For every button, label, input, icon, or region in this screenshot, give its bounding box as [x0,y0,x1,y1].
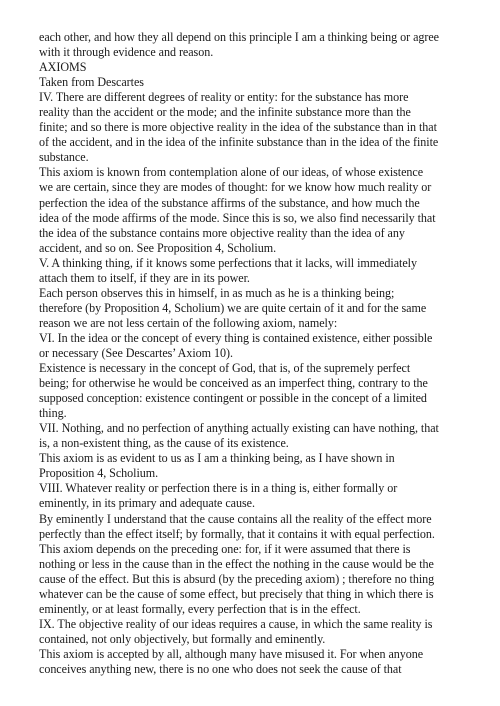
text-line: each other, and how they all depend on this principle I am a thinking being or agree [39,30,439,44]
text-line: Existence is necessary in the concept of God, that is, of the supremely perfect [39,361,411,376]
text-line: we are certain, since they are modes of thought: for we know how much reality or [39,180,432,195]
text-line: being; for otherwise he would be conceived as an imperfect thing, contrary to the [39,376,428,391]
text-line: By eminently I understand that the cause contains all the reality of the effect more [39,511,432,526]
text-line: This axiom is as evident to us as I am a thinking being, as I have shown in [39,451,395,466]
axiom-iv-line: IV. There are different degrees of reality or entity: for the substance has more [39,90,409,105]
text-line: reason we are not less certain of the following axiom, namely: [39,315,338,330]
section-heading: AXIOMS [39,60,87,75]
text-line: therefore (by Proposition 4, Scholium) we are quite certain of it and for the same [39,300,427,315]
text-line: idea of the mode affirms of the mode. Since this is so, we also find necessarily that [39,210,436,225]
section-subheading: Taken from Descartes [39,75,144,90]
axiom-vii-line: VII. Nothing, and no perfection of anything actually existing can have nothing, that [39,421,439,436]
axiom-ix-line: IX. The objective reality of our ideas requires a cause, in which the same reality is [39,616,433,631]
text-line: accident, and so on. See Proposition 4, Scholium. [39,240,277,255]
text-line: conceives anything new, there is no one who does not seek the cause of that [39,661,402,676]
text-line: substance. [39,150,89,165]
text-line: with it through evidence and reason. [39,45,214,60]
text-line: perfectly than the effect itself; by formally, that it contains it with equal perfection. [39,526,435,541]
text-line: reality than the accident or the mode; and the infinite substance more than the [39,105,411,120]
text-line: contained, not only objectively, but formally and eminently. [39,631,326,646]
text-line: of the accident, and in the idea of the infinite substance than in the idea of the finite [39,135,439,150]
axiom-vi-line: VI. In the idea or the concept of every thing is contained existence, either possible [39,330,433,345]
text-line: whatever can be the cause of some effect, but precisely that thing in which there is [39,586,434,601]
text-line: This axiom is known from contemplation alone of our ideas, of whose existence [39,165,424,180]
text-line: This axiom depends on the preceding one: for, if it were assumed that there is [39,541,411,556]
text-line: the idea of the substance contains more objective reality than the idea of any [39,225,405,240]
text-line: attach them to itself, if they are in its power. [39,270,250,285]
text-line: is, a non-existent thing, as the cause of its existence. [39,436,289,451]
text-line: thing. [39,406,67,421]
document-body [39,30,471,677]
text-line: This axiom is accepted by all, although many have misused it. For when anyone [39,646,424,661]
text-line: or necessary (See Descartes’ Axiom 10). [39,345,233,360]
text-line: eminently, in its primary and adequate cause. [39,496,255,511]
text-line: Each person observes this in himself, in as much as he is a thinking being; [39,285,395,300]
text-line: finite; and so there is more objective reality in the idea of the substance than in that [39,120,437,135]
text-line: eminently, or at least formally, every perfection that is in the effect. [39,601,361,616]
axiom-v-line: V. A thinking thing, if it knows some perfections that it lacks, will immediately [39,255,417,270]
axiom-viii-line: VIII. Whatever reality or perfection there is in a thing is, either formally or [39,481,398,496]
text-line: cause of the effect. But this is absurd (by the preceding axiom) ; therefore no thing [39,571,435,586]
text-line: supposed conception: existence contingent or possible in the concept of a limited [39,391,427,406]
text-line: perfection the idea of the substance affirms of the substance, and how much the [39,195,420,210]
text-line: Proposition 4, Scholium. [39,466,159,481]
text-line: nothing or less in the cause than in the effect the nothing in the cause would be the [39,556,434,571]
